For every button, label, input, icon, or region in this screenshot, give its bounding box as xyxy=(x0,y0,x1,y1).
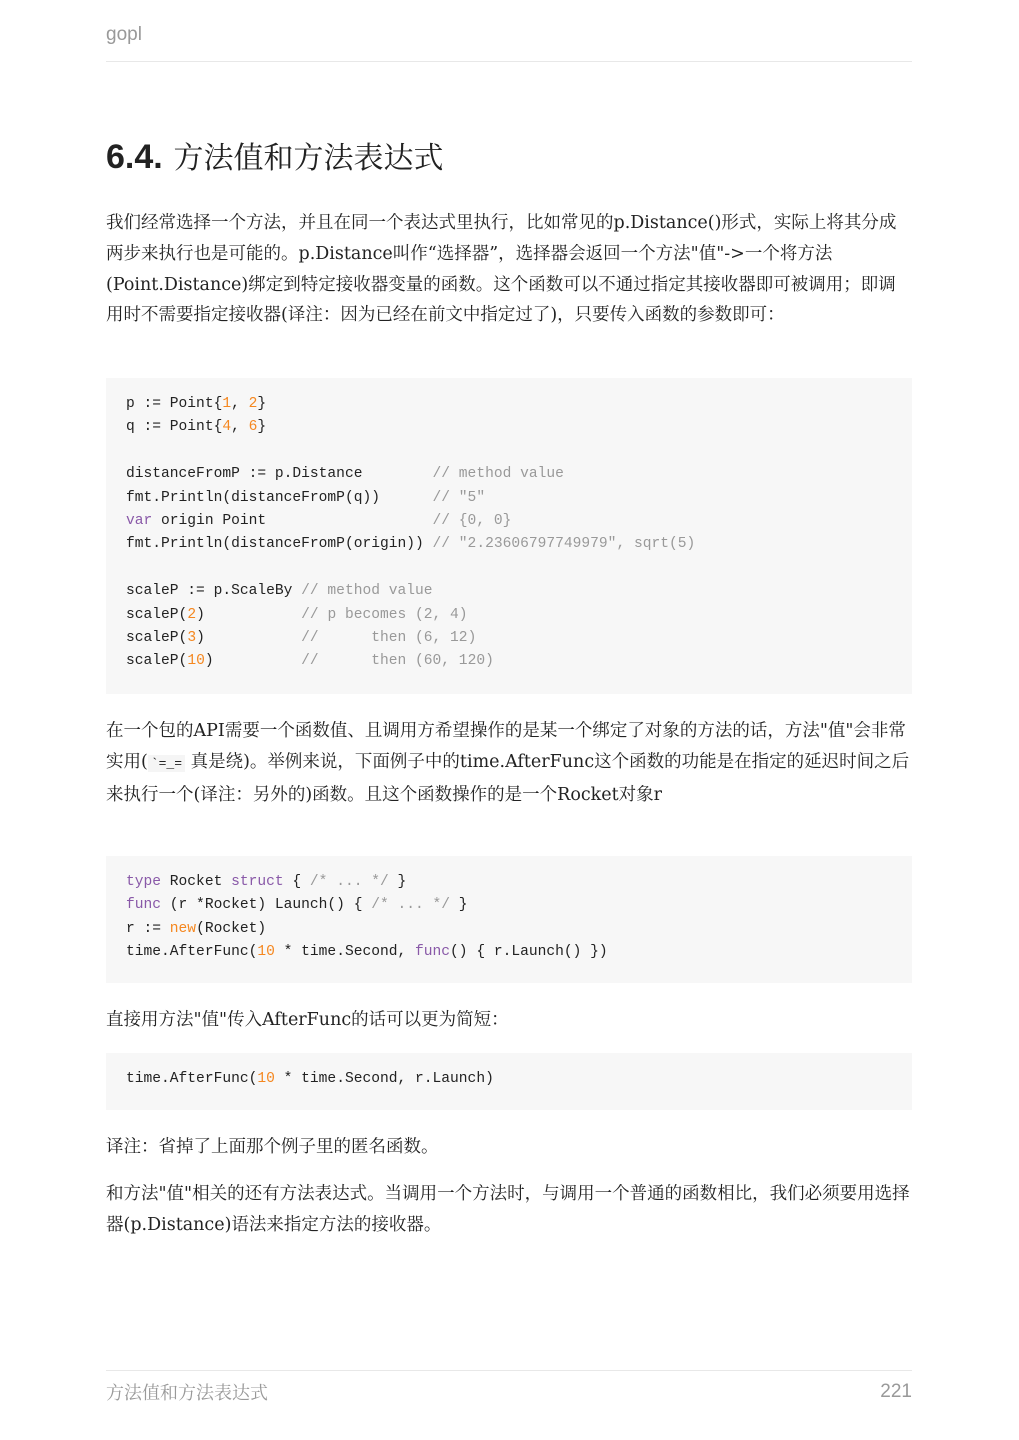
code-token: ) xyxy=(204,653,302,670)
code-token: , xyxy=(231,419,249,436)
code-token: /* ... */ xyxy=(371,897,451,914)
code-token: Rocket xyxy=(161,874,232,890)
page-footer xyxy=(106,1370,912,1405)
code-token: func xyxy=(415,944,451,961)
code-block-method-value xyxy=(106,378,912,694)
code-token: 6 xyxy=(248,419,258,436)
code-token: (Rocket) xyxy=(196,920,267,937)
code-token: * time.Second, xyxy=(274,944,416,961)
code-token: fmt.Println(distanceFromP(origin)) xyxy=(126,536,433,553)
code-token: ) xyxy=(196,630,302,647)
section-title: 方法值和方法表达式 xyxy=(173,141,444,176)
section-number: 6.4. xyxy=(106,138,163,176)
code-token: { xyxy=(283,874,310,890)
code-token: // p becomes (2, 4) xyxy=(301,606,468,623)
footer-chapter-title: 方法值和方法表达式 xyxy=(106,1383,268,1404)
code-token: // then (60, 120) xyxy=(301,653,494,670)
code-token: 2 xyxy=(187,606,197,623)
code-token: 10 xyxy=(257,1071,275,1087)
code-token: distanceFromP := p.Distance xyxy=(126,466,433,483)
code-token: () { r.Launch() }) xyxy=(450,944,608,961)
code-token: struct xyxy=(231,874,284,890)
code-listing xyxy=(126,871,912,965)
code-token: time.AfterFunc( xyxy=(126,1071,258,1087)
paragraph-text: 在一个包的API需要一个函数值、且调用方希望操作的是某一个绑定了对象的方法的话，方法"值"会非常实用( xyxy=(106,721,906,772)
code-token: q := Point{ xyxy=(126,419,223,436)
book-title: gopl xyxy=(106,24,142,45)
code-token: var xyxy=(126,513,153,530)
code-token: // "5" xyxy=(432,489,486,506)
section-heading xyxy=(106,134,444,182)
code-token: (r *Rocket) Launch() { xyxy=(161,897,372,914)
code-token: scaleP := p.ScaleBy xyxy=(126,583,302,600)
code-token: * time.Second, r.Launch) xyxy=(274,1071,494,1087)
code-token: r := xyxy=(126,920,170,937)
code-token: 10 xyxy=(257,944,275,961)
paragraph-intro: 我们经常选择一个方法，并且在同一个表达式里执行，比如常见的p.Distance()形式，实际上将其分成两步来执行也是可能的。p.Distance叫作“选择器”，选择器会返回一个方法"值"->一个将方法(Point.Distance)绑定到特定接收器变量的函数。这个函数可以不通过指定其接收器即可被调用；即调用时不需要指定接收器(译注：因为已经在前文中指定过了)，只要传入函数的参数即可： xyxy=(106,213,897,326)
code-token: , xyxy=(231,396,249,412)
code-token: origin Point xyxy=(152,513,433,530)
paragraph-method-expression: 和方法"值"相关的还有方法表达式。当调用一个方法时，与调用一个普通的函数相比，我们必须要用选择器(p.Distance)语法来指定方法的接收器。 xyxy=(106,1184,910,1235)
code-token: 1 xyxy=(222,396,232,412)
code-token: 4 xyxy=(222,419,232,436)
code-token: fmt.Println(distanceFromP(q)) xyxy=(126,489,433,506)
page-number: 221 xyxy=(880,1381,912,1402)
paragraph-text: 真是绕)。举例来说，下面例子中的time.AfterFunc这个函数的功能是在指定的延迟时间之后来执行一个(译注：另外的)函数。且这个函数操作的是一个Rocket对象r xyxy=(106,751,910,805)
code-token: // "2.23606797749979", sqrt(5) xyxy=(432,536,696,553)
code-token: type xyxy=(126,874,162,890)
page-header xyxy=(106,24,912,62)
code-token: } xyxy=(257,396,267,412)
code-token: /* ... */ xyxy=(309,874,389,890)
paragraph-api-usage xyxy=(106,716,912,810)
code-token: 10 xyxy=(187,653,205,670)
code-token: scaleP( xyxy=(126,630,188,647)
code-token: } xyxy=(257,419,267,436)
code-token: scaleP( xyxy=(126,653,188,670)
code-listing xyxy=(126,1068,912,1091)
code-token: func xyxy=(126,897,162,914)
code-token: // method value xyxy=(432,466,564,483)
paragraph-translator-note: 译注：省掉了上面那个例子里的匿名函数。 xyxy=(106,1137,439,1157)
code-token: // method value xyxy=(301,583,433,600)
code-token: scaleP( xyxy=(126,606,188,623)
code-block-afterfunc xyxy=(106,1053,912,1110)
code-token: 3 xyxy=(187,630,197,647)
code-token: 2 xyxy=(248,396,258,412)
code-token: } xyxy=(388,874,407,890)
code-block-rocket xyxy=(106,856,912,983)
paragraph-shorter: 直接用方法"值"传入AfterFunc的话可以更为简短： xyxy=(106,1010,509,1030)
code-token: p := Point{ xyxy=(126,396,223,412)
code-token: time.AfterFunc( xyxy=(126,944,258,961)
code-token: // {0, 0} xyxy=(432,513,512,530)
code-listing xyxy=(126,393,912,674)
code-token: ) xyxy=(196,606,302,623)
code-token: new xyxy=(169,920,197,937)
inline-code: `=_= xyxy=(148,755,185,772)
code-token: // then (6, 12) xyxy=(301,630,477,647)
code-token: } xyxy=(450,897,468,914)
